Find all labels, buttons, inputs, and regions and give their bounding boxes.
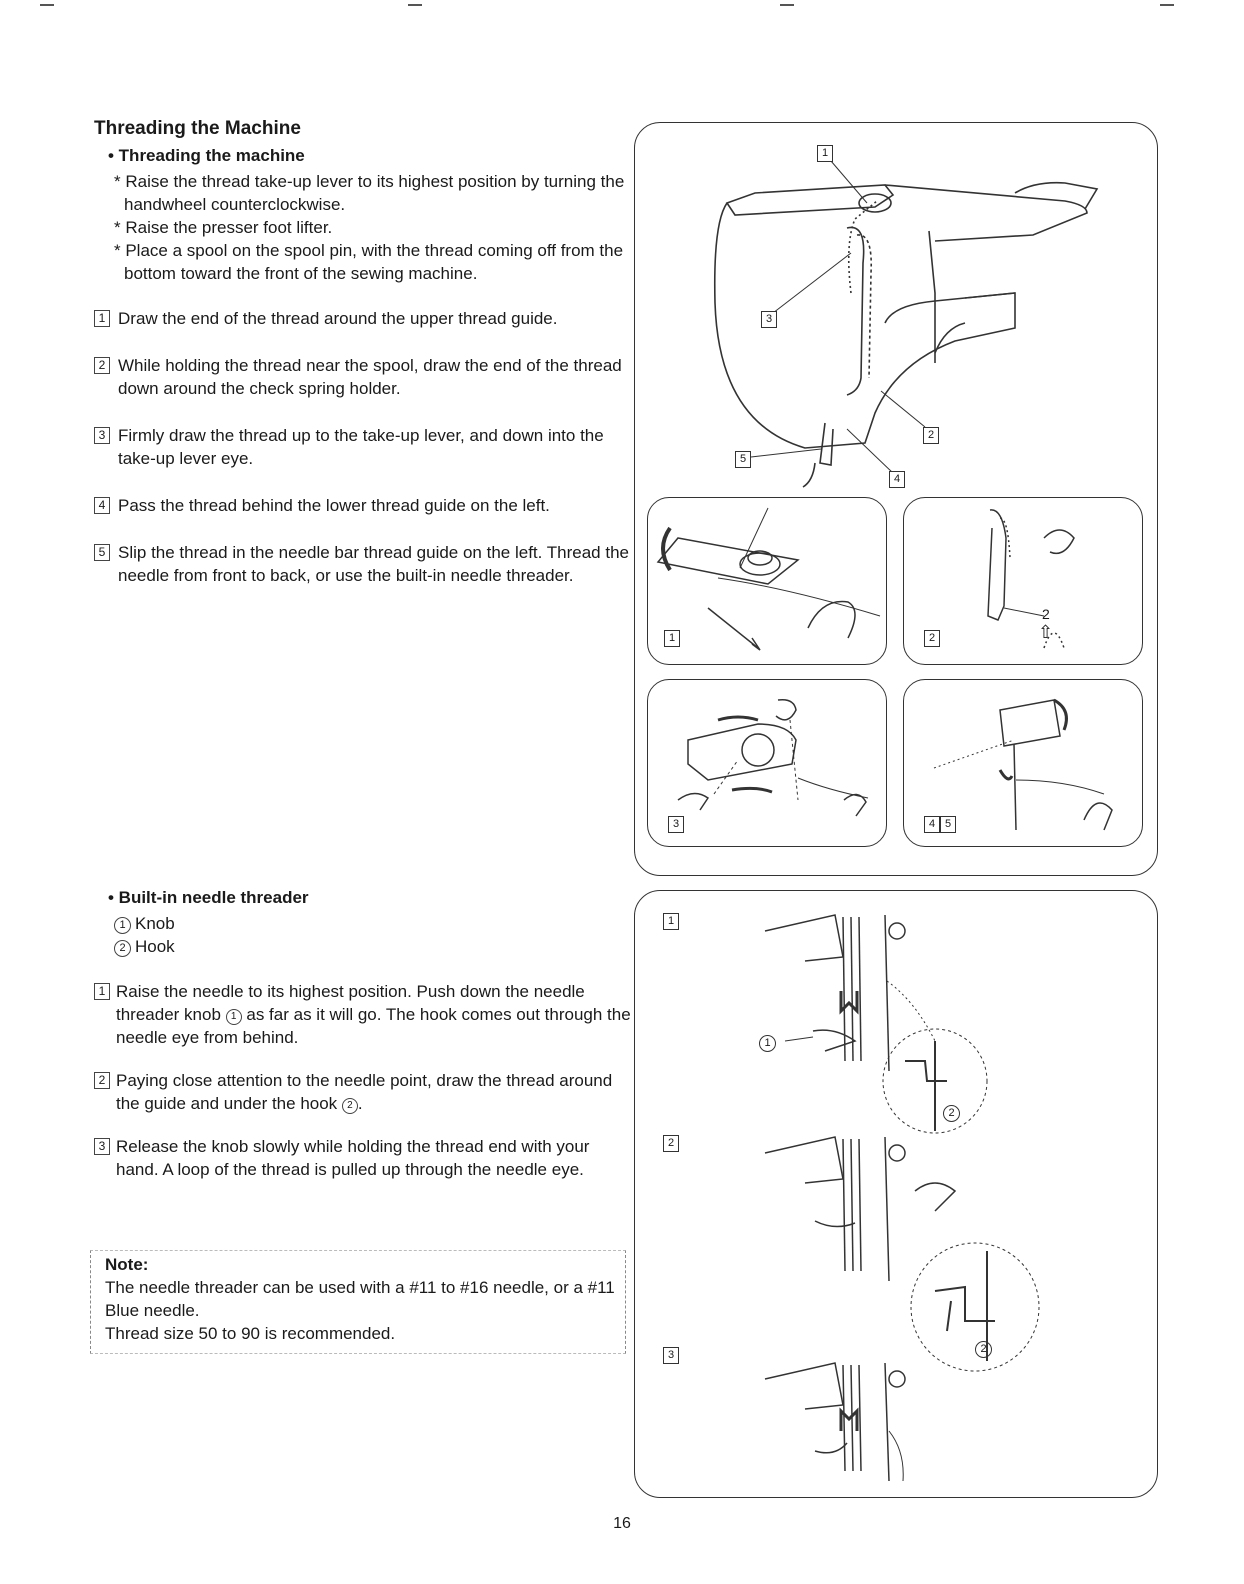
step-number: 4: [94, 497, 110, 514]
crop-mark: [780, 0, 794, 6]
guide-plate: [658, 538, 798, 584]
machine-head-outline: [715, 203, 1015, 448]
callout-4: 4: [889, 471, 905, 488]
threader-steps: [94, 980, 634, 1181]
detail-panel-1: [647, 497, 887, 665]
step-text: .: [357, 1094, 363, 1113]
needle-bar: [820, 423, 833, 465]
knob-marker: 1: [759, 1035, 776, 1052]
machine-body: [765, 915, 843, 961]
hand: [776, 700, 796, 720]
threader-knob: [889, 923, 905, 939]
callout-2: 2: [923, 427, 939, 444]
threading-step: [94, 354, 634, 400]
hand: [915, 1183, 955, 1211]
parts-list: [114, 912, 634, 958]
callout-1: 1: [817, 145, 833, 162]
part-item: [114, 935, 634, 958]
step-text: Paying close attention to the needle point, draw the thread around the guide and under the hook: [116, 1071, 613, 1113]
hand: [678, 793, 708, 810]
step-number: 2: [94, 1072, 110, 1089]
prep-item: * Raise the thread take-up lever to its highest position by turning the handwheel counterclockwise.: [114, 172, 625, 214]
step-number: 3: [94, 427, 110, 444]
detail-label-3: 3: [668, 816, 684, 833]
step-text: Pass the thread behind the lower thread guide on the left.: [118, 496, 550, 515]
crop-mark: [1160, 0, 1174, 6]
step-label-1: 1: [663, 913, 679, 930]
note-line: Thread size 50 to 90 is recommended.: [105, 1324, 396, 1343]
page-number: 16: [613, 1515, 631, 1532]
threading-step: [94, 494, 634, 517]
needle-clamp: [1000, 700, 1060, 746]
section-heading-threading: • Threading the machine: [108, 146, 305, 165]
needle-threader-section: [94, 888, 634, 1201]
preparation-list: [112, 170, 634, 285]
thread-guide-illustration: [648, 498, 886, 664]
threader-step: [94, 1069, 634, 1115]
detail-label-5: 5: [940, 816, 956, 833]
prep-item: * Raise the presser foot lifter.: [114, 218, 333, 237]
note-title: Note:: [105, 1255, 149, 1274]
needle: [1014, 744, 1016, 830]
threading-figure-panel: [634, 122, 1158, 876]
step-text: Release the knob slowly while holding the thread end with your hand. A loop of the thread is pulled up through the needle eye.: [116, 1137, 590, 1179]
crop-mark: [408, 0, 422, 6]
hook-marker: 2: [943, 1105, 960, 1122]
note-line: The needle threader can be used with a #11 to #16 needle, or a #11 Blue needle.: [105, 1278, 615, 1320]
hand: [1044, 530, 1074, 553]
section-heading-needle-threader: • Built-in needle threader: [108, 888, 309, 907]
detail-panel-2: [903, 497, 1143, 665]
step-label-2: 2: [663, 1135, 679, 1152]
step-text: Draw the end of the thread around the upper thread guide.: [118, 309, 558, 328]
page-title: Threading the Machine: [94, 118, 301, 139]
detail-panel-45: [903, 679, 1143, 847]
needle-threader-illustration: [635, 891, 1157, 1497]
part-label: Hook: [135, 937, 175, 956]
step-text: as far as it will go. The hook comes out through the needle eye from behind.: [116, 1005, 631, 1047]
threading-step: [94, 424, 634, 470]
threading-section: [94, 118, 634, 611]
threading-step: [94, 307, 634, 330]
prep-item: * Place a spool on the spool pin, with the thread coming off from the bottom toward the front of the sewing machine.: [114, 241, 624, 283]
step-number: 1: [94, 310, 110, 327]
step-text: Firmly draw the thread up to the take-up lever, and down into the take-up lever eye.: [118, 426, 604, 468]
threader-step: [94, 1135, 634, 1181]
part-marker: 2: [342, 1098, 358, 1114]
callout-3: 3: [761, 311, 777, 328]
threader-step: [94, 980, 634, 1049]
hook-marker: 2: [975, 1341, 992, 1358]
machine-arm: [885, 185, 1087, 241]
detail-label-1: 1: [664, 630, 680, 647]
threading-step: [94, 541, 634, 587]
check-spring-channel: [988, 510, 1006, 620]
note-box: [90, 1250, 626, 1354]
needle: [885, 915, 889, 1071]
step-label-3: 3: [663, 1347, 679, 1364]
step-text: Slip the thread in the needle bar thread guide on the left. Thread the needle from front to back, or use the built-in needle threader.: [118, 543, 629, 585]
detail-label-4: 4: [924, 816, 940, 833]
detail-label-2: 2: [924, 630, 940, 647]
hand: [1015, 183, 1097, 209]
part-marker: 2: [114, 940, 131, 957]
step-marker: 2: [1042, 606, 1050, 622]
step-text: While holding the thread near the spool, draw the end of the thread down around the check spring holder.: [118, 356, 622, 398]
finger: [813, 1030, 855, 1051]
callout-5: 5: [735, 451, 751, 468]
needle-threader-figure-panel: [634, 890, 1158, 1498]
part-label: Knob: [135, 914, 175, 933]
step-text: Raise the needle to its highest position. Push down the needle threader knob: [116, 982, 585, 1024]
detail-panel-3: [647, 679, 887, 847]
part-item: [114, 912, 634, 935]
up-arrow-icon: ⇧: [1038, 622, 1054, 642]
crop-mark: [40, 0, 54, 6]
step-number: 3: [94, 1138, 110, 1155]
part-marker: 1: [114, 917, 131, 934]
threading-steps: [94, 307, 634, 587]
step-number: 2: [94, 357, 110, 374]
body-line: [929, 231, 935, 363]
hand: [1084, 803, 1112, 830]
step-number: 1: [94, 983, 110, 1000]
step-number: 5: [94, 544, 110, 561]
part-marker: 1: [226, 1009, 242, 1025]
